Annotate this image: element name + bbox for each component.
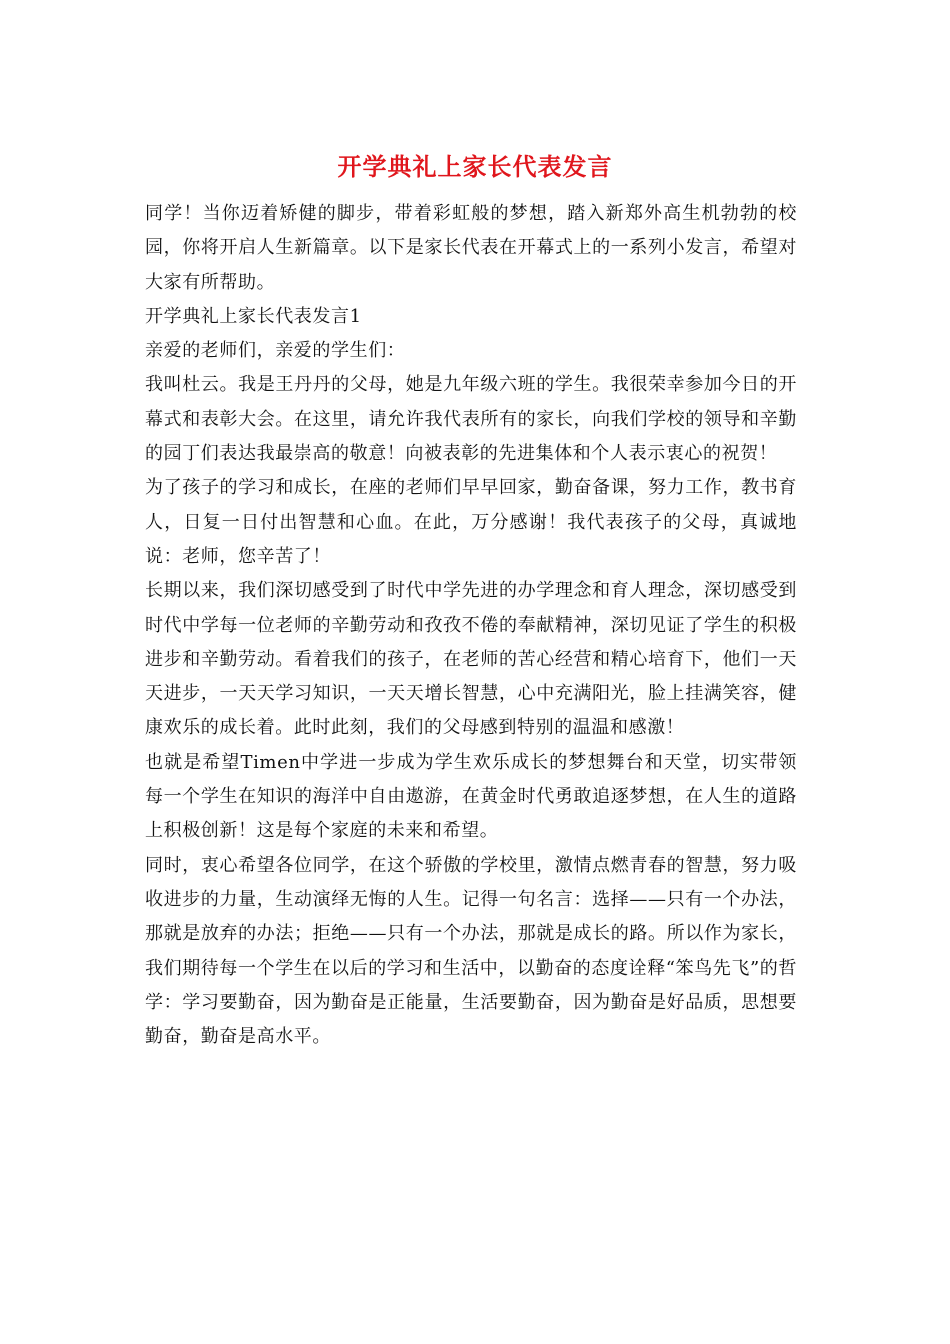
paragraph-intro: 同学！当你迈着矫健的脚步，带着彩虹般的梦想，踏入新郑外高生机勃勃的校园，你将开启人生新篇章。以下是家长代表在开幕式上的一系列小发言，希望对大家有所帮助。 (145, 203, 797, 293)
paragraph-hopes-students: 同时，衷心希望各位同学，在这个骄傲的学校里，激情点燃青春的智慧，努力吸收进步的力量，生动演绎无悔的人生。记得一句名言：选择——只有一个办法，那就是放弃的办法；拒绝——只有一个办法，那就是成长的路。所以作为家长，我们期待每一个学生在以后的学习和生活中，以勤奋的态度诠释“笨鸟先飞”的哲学：学习要勤奋，因为勤奋是正能量，生活要勤奋，因为勤奋是好品质，思想要勤奋，勤奋是高水平。 (145, 854, 798, 1048)
section-heading: 开学典礼上家长代表发言1 (145, 305, 362, 327)
paragraph-salutation: 亲爱的老师们，亲爱的学生们： (145, 340, 406, 362)
document-body (145, 197, 797, 1054)
document-title: 开学典礼上家长代表发言 (337, 152, 613, 181)
paragraph-school-praise: 长期以来，我们深切感受到了时代中学先进的办学理念和育人理念，深切感受到时代中学每一位老师的辛勤劳动和孜孜不倦的奉献精神，深切见证了学生的积极进步和辛勤劳动。看着我们的孩子，在老师的苦心经营和精心培育下，他们一天天进步，一天天学习知识，一天天增长智慧，心中充满阳光，脸上挂满笑容，健康欢乐的成长着。此时此刻，我们的父母感到特别的温温和感激！ (145, 580, 797, 739)
paragraph-thanks-teachers: 为了孩子的学习和成长，在座的老师们早早回家，勤奋备课，努力工作，教书育人，日复一日付出智慧和心血。在此，万分感谢！我代表孩子的父母，真诚地说：老师，您辛苦了！ (145, 477, 797, 567)
paragraph-self-introduction: 我叫杜云。我是王丹丹的父母，她是九年级六班的学生。我很荣幸参加今日的开幕式和表彰大会。在这里，请允许我代表所有的家长，向我们学校的领导和辛勤的园丁们表达我最崇高的敬意！向被表彰的先进集体和个人表示衷心的祝贺！ (145, 374, 797, 465)
paragraph-hopes-school: 也就是希望Timen中学进一步成为学生欢乐成长的梦想舞台和天堂，切实带领每一个学生在知识的海洋中自由遨游，在黄金时代勇敢追逐梦想，在人生的道路上积极创新！这是每个家庭的未来和希望。 (145, 751, 797, 842)
